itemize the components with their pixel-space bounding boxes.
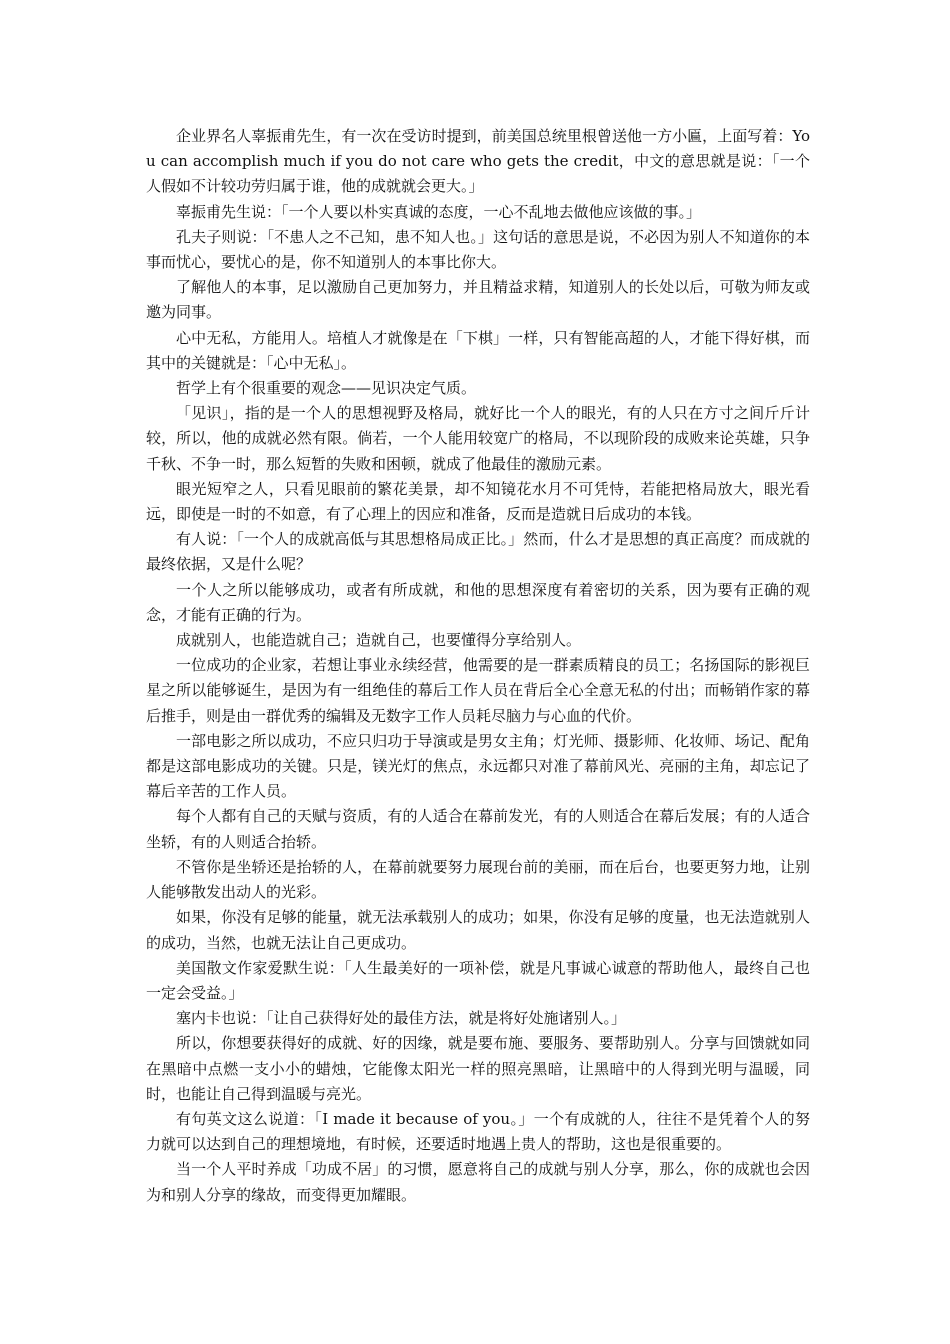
paragraph: 所以，你想要获得好的成就、好的因缘，就是要布施、要服务、要帮助别人。分享与回馈就如同在黑暗中点燃一支小小的蜡烛，它能像太阳光一样的照亮黑暗，让黑暗中的人得到光明与温暖，同时，也能让自己得到温暖与亮光。 [146, 1034, 810, 1103]
paragraph: 「见识」，指的是一个人的思想视野及格局，就好比一个人的眼光，有的人只在方寸之间斤斤计较，所以，他的成就必然有限。倘若，一个人能用较宽广的格局，不以现阶段的成败来论英雄，只争千秋、不争一时，那么短暂的失败和困顿，就成了他最佳的激励元素。 [146, 404, 810, 473]
paragraph: 美国散文作家爱默生说：「人生最美好的一项补偿，就是凡事诚心诚意的帮助他人，最终自己也一定会受益。」 [146, 958, 810, 1002]
paragraph: 一个人之所以能够成功，或者有所成就，和他的思想深度有着密切的关系，因为要有正确的观念，才能有正确的行为。 [146, 580, 810, 624]
paragraph: 塞内卡也说：「让自己获得好处的最佳方法，就是将好处施诸别人。」 [176, 1009, 627, 1028]
paragraph: 了解他人的本事，足以激励自己更加努力，并且精益求精，知道别人的长处以后，可敬为师友或邀为同事。 [146, 278, 810, 322]
paragraph: 如果，你没有足够的能量，就无法承载别人的成功；如果，你没有足够的度量，也无法造就别人的成功，当然，也就无法让自己更成功。 [146, 908, 810, 952]
paragraph: 企业界名人辜振甫先生，有一次在受访时提到，前美国总统里根曾送他一方小匾，上面写着：You can accomplish much if you do not care who gets the credit，中文的意思就是说：「一个人假如不计较功劳归属于谁，他的成就就会更大。」 [146, 127, 810, 196]
paragraph: 一位成功的企业家，若想让事业永续经营，他需要的是一群素质精良的员工；名扬国际的影视巨星之所以能够诞生，是因为有一组绝佳的幕后工作人员在背后全心全意无私的付出；而畅销作家的幕后推手，则是由一群优秀的编辑及无数字工作人员耗尽脑力与心血的代价。 [146, 656, 810, 725]
paragraph: 不管你是坐轿还是抬轿的人，在幕前就要努力展现台前的美丽，而在后台，也要更努力地，让别人能够散发出动人的光彩。 [146, 857, 810, 902]
paragraph: 哲学上有个很重要的观念——见识决定气质。 [176, 379, 477, 398]
paragraph: 成就别人，也能造就自己；造就自己，也要懂得分享给别人。 [176, 631, 582, 650]
paragraph: 当一个人平时养成「功成不居」的习惯，愿意将自己的成就与别人分享，那么，你的成就也会因为和别人分享的缘故，而变得更加耀眼。 [146, 1160, 810, 1204]
article-body [146, 124, 810, 1208]
paragraph: 辜振甫先生说：「一个人要以朴实真诚的态度，一心不乱地去做他应该做的事。」 [176, 202, 702, 221]
paragraph: 每个人都有自己的天赋与资质，有的人适合在幕前发光，有的人则适合在幕后发展；有的人适合坐轿，有的人则适合抬轿。 [146, 807, 810, 851]
paragraph: 孔夫子则说：「不患人之不己知，患不知人也。」这句话的意思是说，不必因为别人不知道你的本事而忧心，要忧心的是，你不知道别人的本事比你大。 [146, 227, 810, 272]
paragraph: 心中无私，方能用人。培植人才就像是在「下棋」一样，只有智能高超的人，才能下得好棋，而其中的关键就是：「心中无私」。 [146, 328, 810, 372]
paragraph: 有句英文这么说道：「I made it because of you。」一个有成就的人，往往不是凭着个人的努力就可以达到自己的理想境地，有时候，还要适时地遇上贵人的帮助，这也是很重要的。 [146, 1109, 810, 1154]
paragraph: 眼光短窄之人，只看见眼前的繁花美景，却不知镜花水月不可凭恃，若能把格局放大，眼光看远，即使是一时的不如意，有了心理上的因应和准备，反而是造就日后成功的本钱。 [146, 479, 810, 524]
paragraph: 有人说：「一个人的成就高低与其思想格局成正比。」然而，什么才是思想的真正高度？而成就的最终依据，又是什么呢？ [146, 530, 810, 574]
paragraph: 一部电影之所以成功，不应只归功于导演或是男女主角；灯光师、摄影师、化妆师、场记、配角都是这部电影成功的关键。只是，镁光灯的焦点，永远都只对准了幕前风光、亮丽的主角，却忘记了幕后辛苦的工作人员。 [146, 731, 810, 801]
